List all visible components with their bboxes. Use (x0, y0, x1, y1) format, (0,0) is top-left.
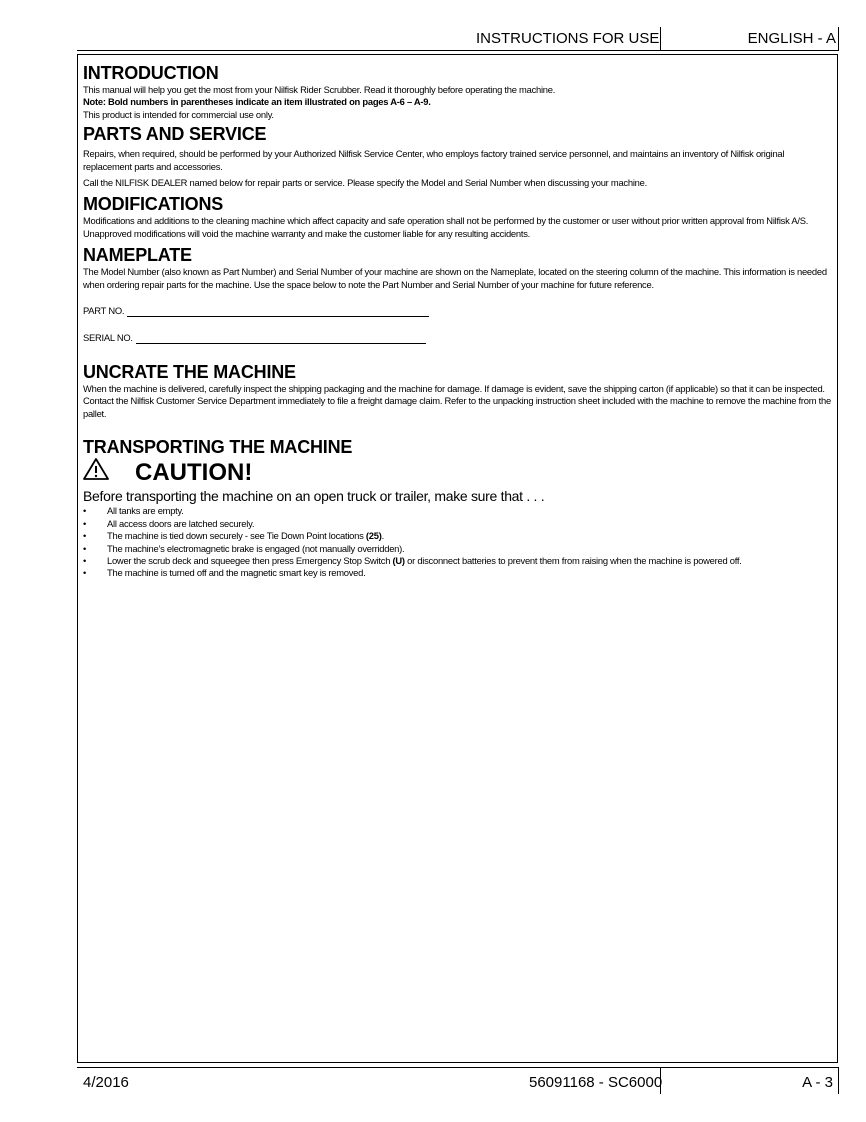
warning-triangle-icon (83, 458, 117, 488)
list-item: • The machine is tied down securely - see Tie Down Point locations (25). (83, 530, 835, 542)
parts-text-1: Repairs, when required, should be performed by your Authorized Nilfisk Service Center, who employs factory trained service personnel, and maintains an inventory of Nilfisk original replacement parts and accessories. (83, 148, 785, 172)
introduction-note: Note: Bold numbers in parentheses indicate an item illustrated on pages A-6 – A-9. (83, 96, 431, 108)
footer-page-number: A - 3 (802, 1074, 833, 1091)
list-item: • The machine’s electromagnetic brake is engaged (not manually overridden). (83, 543, 835, 555)
header-right-edge (838, 27, 839, 51)
footer-rule (77, 1067, 839, 1068)
part-no-field (83, 305, 835, 317)
list-item: • Lower the scrub deck and squeegee then press Emergency Stop Switch (U) or disconnect batteries to prevent them from raising when the machine is powered off. (83, 555, 835, 567)
uncrate-heading: UNCRATE THE MACHINE (83, 362, 296, 383)
footer-divider (660, 1068, 661, 1094)
modifications-text: Modifications and additions to the cleaning machine which affect capacity and safe operation shall not be performed by the customer or user without prior written approval from Nilfisk A/S. Unapproved modifications will void the machine warranty and make the customer liable for any resulting accidents. (83, 215, 809, 239)
nameplate-text: The Model Number (also known as Part Number) and Serial Number of your machine are shown on the Nameplate, located on the steering column of the machine. This information is needed when ordering repair parts for the machine. Use the space below to note the Part Number and Serial Number of your machine for future reference. (83, 266, 827, 290)
introduction-text: This manual will help you get the most from your Nilfisk Rider Scrubber. Read it thoroughly before operating the machine. (83, 84, 556, 95)
modifications-heading: MODIFICATIONS (83, 194, 224, 215)
footer-date: 4/2016 (83, 1074, 129, 1091)
footer-right-edge (838, 1068, 839, 1094)
header-rule (77, 50, 839, 51)
part-no-line (127, 306, 429, 317)
serial-no-field (83, 332, 835, 344)
footer-doc-id: 56091168 - SC6000 (529, 1074, 663, 1091)
header-language: ENGLISH - A (747, 30, 836, 47)
transport-lead: Before transporting the machine on an open truck or trailer, make sure that . . . (83, 488, 545, 505)
parts-heading: PARTS AND SERVICE (83, 124, 267, 145)
header-divider (660, 27, 661, 51)
transport-checklist (83, 505, 835, 579)
parts-text-2: Call the NILFISK DEALER named below for repair parts or service. Please specify the Model and Serial Number when discussing your machine. (83, 177, 647, 189)
transport-heading: TRANSPORTING THE MACHINE (83, 437, 353, 458)
list-item: • All access doors are latched securely. (83, 518, 835, 530)
serial-no-label: SERIAL NO. (83, 332, 133, 344)
caution-title: CAUTION! (135, 459, 253, 487)
introduction-commercial: This product is intended for commercial use only. (83, 108, 274, 120)
part-no-label: PART NO. (83, 305, 125, 317)
list-item: • The machine is turned off and the magnetic smart key is removed. (83, 567, 835, 579)
page-content (83, 62, 835, 580)
list-item: • All tanks are empty. (83, 505, 835, 517)
nameplate-heading: NAMEPLATE (83, 245, 192, 266)
serial-no-line (136, 333, 426, 344)
uncrate-text: When the machine is delivered, carefully inspect the shipping packaging and the machine for damage. If damage is evident, save the shipping carton (if applicable) so that it can be inspected. Contact the Nilfisk Customer Service Department immediately to file a freight damage claim. Refer to the unpacking instruction sheet included with the machine to remove the machine from the pallet. (83, 383, 831, 419)
header-section-title: INSTRUCTIONS FOR USE (476, 30, 660, 47)
caution-block (83, 458, 835, 488)
introduction-heading: INTRODUCTION (83, 63, 219, 83)
